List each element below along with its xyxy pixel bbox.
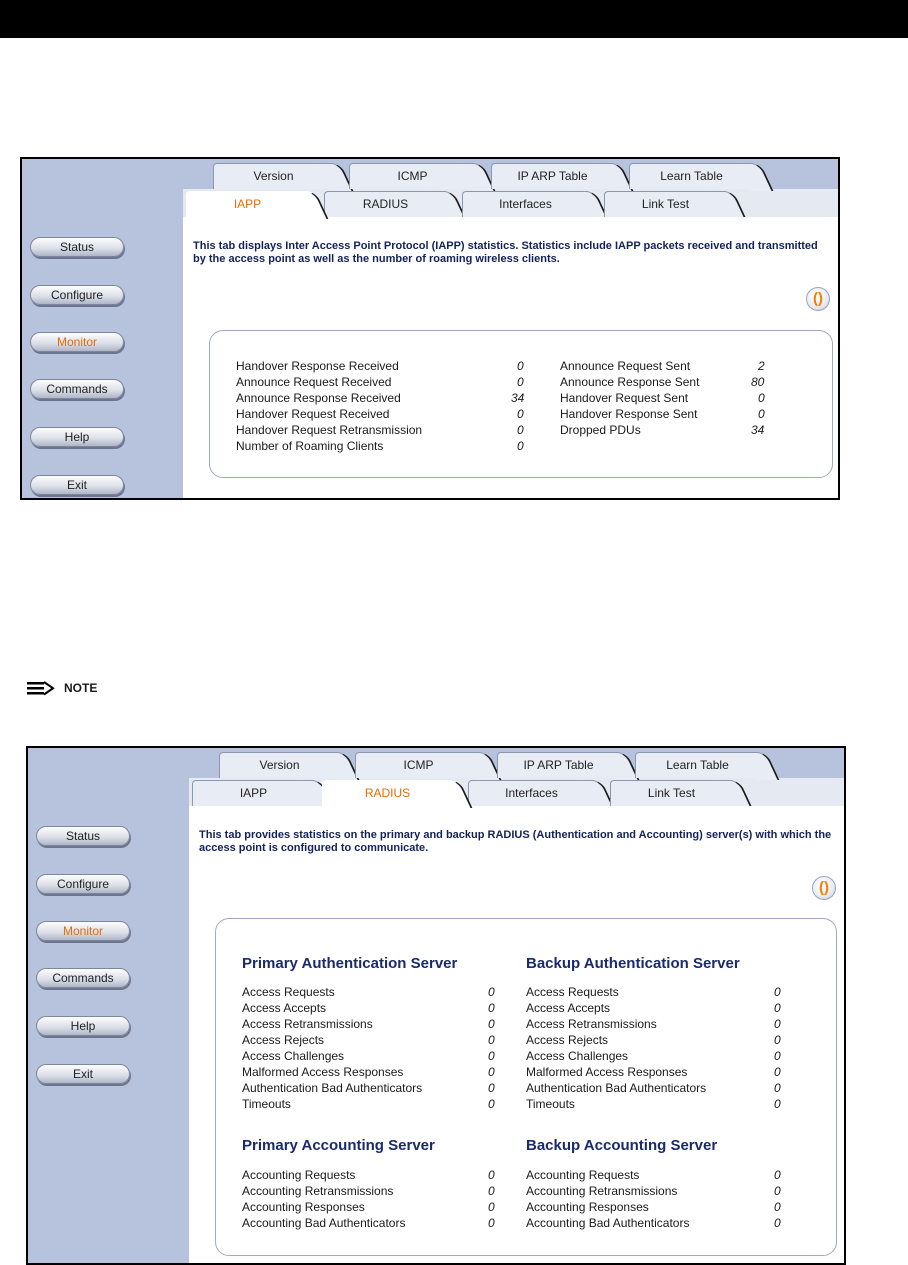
stat-label: Announce Response Sent (560, 375, 700, 389)
stat-value: 0 (774, 1184, 781, 1198)
nav-monitor-button[interactable]: Monitor (30, 332, 124, 352)
stat-label: Handover Request Retransmission (236, 423, 423, 437)
nav-status-button[interactable]: Status (30, 237, 124, 257)
stat-value: 0 (488, 1200, 495, 1214)
tab-ip-arp-table[interactable]: IP ARP Table (497, 752, 619, 778)
radius-screenshot-panel (26, 746, 846, 1265)
stat-label: Announce Response Received (236, 391, 401, 405)
stat-label: Malformed Access Responses (526, 1065, 688, 1079)
nav-configure-button[interactable]: Configure (36, 874, 130, 894)
stat-label: Dropped PDUs (560, 423, 641, 437)
stat-value: 0 (774, 1200, 781, 1214)
nav-monitor-button[interactable]: Monitor (36, 921, 130, 941)
stat-value: 0 (488, 1017, 495, 1031)
stat-value: 0 (774, 1216, 781, 1230)
refresh-icon[interactable]: () (806, 287, 830, 311)
stat-label: Malformed Access Responses (242, 1065, 404, 1079)
note-arrow-icon (26, 680, 56, 696)
tab-iapp[interactable]: IAPP (186, 191, 308, 217)
stat-label: Access Challenges (526, 1049, 629, 1063)
tab-ip-arp-table[interactable]: IP ARP Table (491, 163, 613, 189)
tab-link-test[interactable]: Link Test (610, 780, 732, 806)
stat-value: 0 (517, 359, 524, 373)
stat-value: 0 (517, 407, 524, 421)
stat-label: Handover Request Received (236, 407, 390, 421)
stat-label: Timeouts (526, 1097, 575, 1111)
stat-label: Access Requests (242, 985, 335, 999)
nav-status-button[interactable]: Status (36, 826, 130, 846)
stat-value: 80 (751, 375, 765, 389)
stat-label: Access Retransmissions (242, 1017, 373, 1031)
radius-stats-box (215, 918, 837, 1256)
stat-label: Accounting Requests (526, 1168, 640, 1182)
stat-label: Access Challenges (242, 1049, 345, 1063)
stat-value: 2 (758, 359, 765, 373)
stat-label: Announce Request Sent (560, 359, 691, 373)
stat-label: Accounting Responses (242, 1200, 365, 1214)
stat-label: Access Rejects (526, 1033, 609, 1047)
stat-value: 0 (488, 1001, 495, 1015)
sidebar (22, 159, 183, 498)
stat-label: Handover Response Received (236, 359, 399, 373)
stat-label: Accounting Bad Authenticators (526, 1216, 690, 1230)
stat-value: 34 (751, 423, 765, 437)
stat-label: Number of Roaming Clients (236, 439, 384, 453)
stat-value: 0 (774, 1017, 781, 1031)
stat-value: 0 (758, 391, 765, 405)
nav-commands-button[interactable]: Commands (36, 968, 130, 988)
section-title: Primary Accounting Server (242, 1137, 435, 1154)
refresh-icon[interactable]: () (812, 876, 836, 900)
stat-label: Access Accepts (242, 1001, 327, 1015)
stat-label: Accounting Bad Authenticators (242, 1216, 406, 1230)
stat-label: Handover Request Sent (560, 391, 689, 405)
stat-value: 0 (517, 423, 524, 437)
tab-interfaces[interactable]: Interfaces (462, 191, 588, 217)
stat-value: 0 (774, 1065, 781, 1079)
stat-label: Accounting Responses (526, 1200, 649, 1214)
content-area (189, 806, 844, 1263)
stat-value: 34 (511, 391, 525, 405)
stat-value: 0 (488, 1097, 495, 1111)
section-title: Backup Authentication Server (526, 955, 740, 972)
stat-label: Authentication Bad Authenticators (242, 1081, 423, 1095)
tab-radius[interactable]: RADIUS (324, 191, 446, 217)
note-label: NOTE (64, 681, 98, 695)
nav-help-button[interactable]: Help (30, 427, 124, 447)
tab-radius[interactable]: RADIUS (322, 780, 452, 806)
iapp-stats-box (209, 330, 833, 478)
tab-version[interactable]: Version (213, 163, 333, 189)
nav-exit-button[interactable]: Exit (36, 1064, 130, 1084)
tab-strip (189, 748, 844, 806)
iapp-description: This tab displays Inter Access Point Protocol (IAPP) statistics. Statistics include IAPP packets received and transmitted by the access point as well as the number of roaming wireless clients. (193, 240, 818, 265)
sidebar (28, 748, 189, 1263)
document-header-bar (0, 0, 908, 38)
tab-version[interactable]: Version (219, 752, 339, 778)
stat-value: 0 (774, 1033, 781, 1047)
iapp-screenshot-panel (20, 157, 840, 500)
stat-label: Access Retransmissions (526, 1017, 657, 1031)
section-title: Backup Accounting Server (526, 1137, 718, 1154)
stat-value: 0 (774, 985, 781, 999)
nav-exit-button[interactable]: Exit (30, 475, 124, 495)
stat-label: Accounting Requests (242, 1168, 356, 1182)
stat-value: 0 (774, 1001, 781, 1015)
stat-value: 0 (774, 1097, 781, 1111)
stat-value: 0 (488, 985, 495, 999)
stat-label: Handover Response Sent (560, 407, 698, 421)
nav-help-button[interactable]: Help (36, 1016, 130, 1036)
stat-label: Authentication Bad Authenticators (526, 1081, 707, 1095)
stat-value: 0 (774, 1081, 781, 1095)
content-area (183, 217, 838, 498)
tab-link-test[interactable]: Link Test (604, 191, 726, 217)
nav-configure-button[interactable]: Configure (30, 285, 124, 305)
tab-strip (183, 159, 838, 217)
tab-icmp[interactable]: ICMP (349, 163, 475, 189)
stat-value: 0 (488, 1033, 495, 1047)
stat-value: 0 (758, 407, 765, 421)
stat-label: Accounting Retransmissions (242, 1184, 394, 1198)
stat-label: Accounting Retransmissions (526, 1184, 678, 1198)
stat-value: 0 (488, 1184, 495, 1198)
stat-value: 0 (517, 439, 524, 453)
tab-learn-table[interactable]: Learn Table (629, 163, 753, 189)
stat-value: 0 (488, 1049, 495, 1063)
stat-label: Announce Request Received (236, 375, 392, 389)
stat-label: Access Rejects (242, 1033, 325, 1047)
stat-value: 0 (774, 1168, 781, 1182)
stat-value: 0 (488, 1216, 495, 1230)
nav-commands-button[interactable]: Commands (30, 379, 124, 399)
stat-value: 0 (488, 1065, 495, 1079)
radius-description: This tab provides statistics on the primary and backup RADIUS (Authentication and Accounting) server(s) with which the access point is configured to communicate. (199, 829, 832, 854)
section-title: Primary Authentication Server (242, 955, 458, 972)
stat-label: Access Accepts (526, 1001, 611, 1015)
tab-icmp[interactable]: ICMP (355, 752, 481, 778)
stat-value: 0 (488, 1168, 495, 1182)
stat-label: Access Requests (526, 985, 619, 999)
stat-label: Timeouts (242, 1097, 291, 1111)
tab-learn-table[interactable]: Learn Table (635, 752, 759, 778)
stat-value: 0 (488, 1081, 495, 1095)
tab-iapp[interactable]: IAPP (192, 780, 314, 806)
stat-value: 0 (517, 375, 524, 389)
tab-interfaces[interactable]: Interfaces (468, 780, 594, 806)
stat-value: 0 (774, 1049, 781, 1063)
